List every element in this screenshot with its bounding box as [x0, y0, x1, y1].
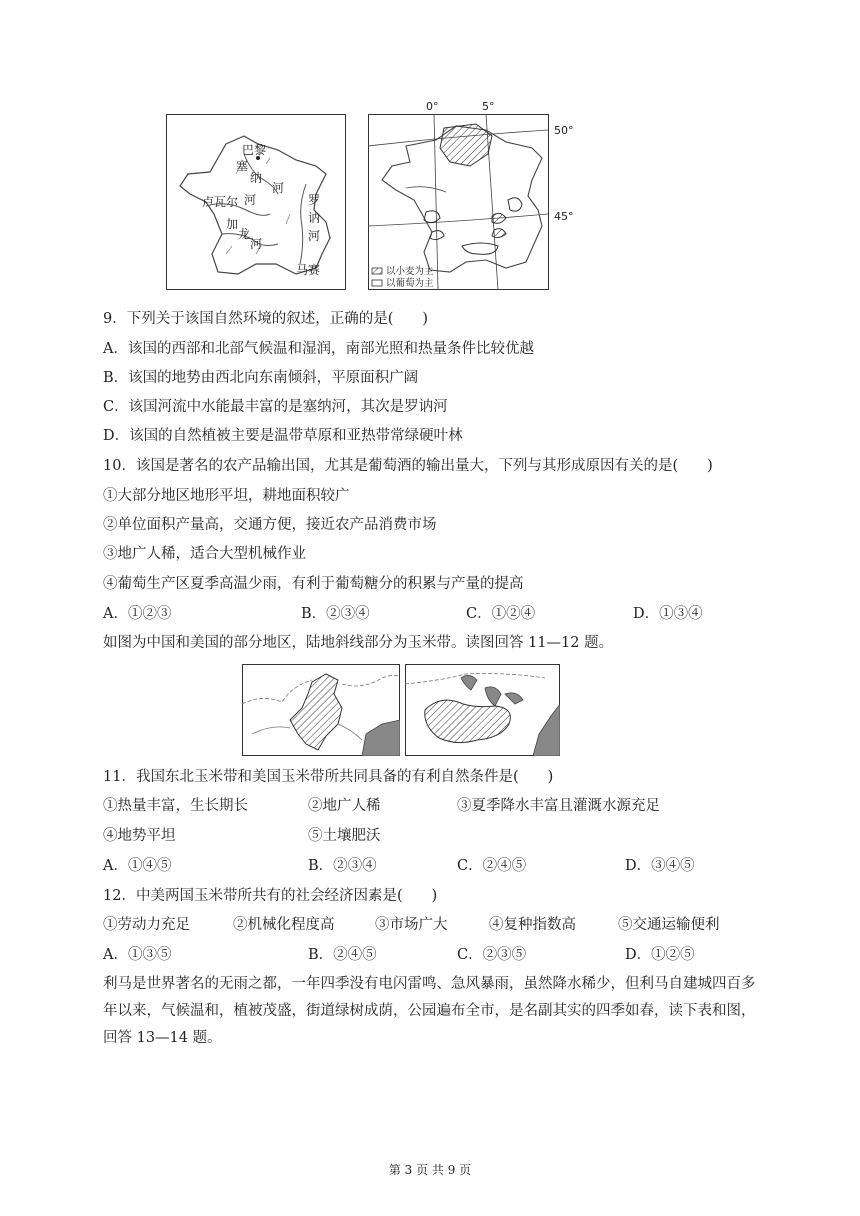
france-rivers-map — [166, 114, 346, 290]
q11-choice-a: A．①④⑤ — [103, 858, 172, 874]
q10-choice-b: B．②③④ — [301, 606, 370, 622]
map2-lat-50: 50° — [554, 124, 574, 137]
map1-label-loire-he: 河 — [244, 193, 257, 207]
q12-item-4: ④复种指数高 — [489, 917, 576, 933]
map1-label-garonne-1: 加 — [226, 217, 239, 231]
q9-option-d: D．该国的自然植被主要是温带草原和亚热带常绿硬叶林 — [103, 428, 463, 444]
q12-items — [103, 915, 743, 935]
q12-item-1: ①劳动力充足 — [103, 917, 190, 933]
q9-option-a: A．该国的西部和北部气候温和湿润，南部光照和热量条件比较优越 — [103, 341, 534, 357]
intro-13-14: 利马是世界著名的无雨之都，一年四季没有电闪雷鸣、急风暴雨，虽然降水稀少，但利马自建城四百多年以来，气候温和，植被茂盛，街道绿树成荫，公园遍布全市，是名副其实的四季如春，读下表和图，回答 13—14 题。 — [103, 976, 756, 1046]
france-agriculture-map — [366, 96, 586, 292]
q12-item-5: ⑤交通运输便利 — [618, 917, 720, 933]
china-corn-belt-map — [242, 664, 400, 756]
map2-lon-0: 0° — [426, 100, 439, 113]
map1-label-paris: 巴黎 — [242, 143, 267, 157]
map2-legend-wheat: 以小麦为主 — [386, 266, 434, 277]
q10-item-1: ①大部分地区地形平坦，耕地面积较广 — [103, 488, 350, 504]
q11-choice-c: C．②④⑤ — [457, 858, 527, 874]
q10-choice-a: A．①②③ — [103, 606, 172, 622]
q10-choice-c: C．①②④ — [466, 606, 536, 622]
map2-lon-5: 5° — [482, 100, 495, 113]
q12-item-2: ②机械化程度高 — [233, 917, 335, 933]
q10-stem: 10．该国是著名的农产品输出国，尤其是葡萄酒的输出量大，下列与其形成原因有关的是( ) — [103, 458, 713, 474]
map1-label-rhone-3: 河 — [308, 229, 321, 243]
page-footer: 第 3 页 共 9 页 — [388, 1163, 472, 1177]
q11-choice-d: D．③④⑤ — [625, 858, 695, 874]
q11-item-1: ①热量丰富，生长期长 — [103, 798, 248, 814]
q12-item-3: ③市场广大 — [375, 917, 448, 933]
map1-label-seine-3: 河 — [272, 181, 285, 195]
q11-item-2: ②地广人稀 — [308, 798, 381, 814]
q11-item-3: ③夏季降水丰富且灌溉水源充足 — [457, 798, 660, 814]
q10-choices — [103, 604, 743, 624]
q12-choice-d: D．①②⑤ — [625, 947, 695, 963]
q9-option-b: B．该国的地势由西北向东南倾斜，平原面积广阔 — [103, 370, 419, 386]
q10-item-3: ③地广人稀，适合大型机械作业 — [103, 546, 306, 562]
q12-choices — [103, 945, 743, 965]
q11-choice-b: B．②③④ — [308, 858, 377, 874]
q11-choices — [103, 856, 743, 876]
q10-item-2: ②单位面积产量高，交通方便，接近农产品消费市场 — [103, 517, 437, 533]
q11-item-4: ④地势平坦 — [103, 828, 176, 844]
q11-stem: 11．我国东北玉米带和美国玉米带所共同具备的有利自然条件是( ) — [103, 769, 554, 785]
map1-label-garonne-2: 龙 — [238, 227, 251, 241]
q11-item-5: ⑤土壤肥沃 — [308, 828, 381, 844]
map2-legend-grape: 以葡萄为主 — [386, 278, 434, 289]
map1-label-loire: 卢瓦尔 — [202, 195, 239, 209]
q12-stem: 12．中美两国玉米带所共有的社会经济因素是( ) — [103, 888, 438, 904]
intro-11-12: 如图为中国和美国的部分地区，陆地斜线部分为玉米带。读图回答 11—12 题。 — [103, 635, 614, 651]
map1-label-seine-2: 纳 — [250, 171, 263, 185]
map1-label-seine-1: 塞 — [236, 159, 249, 173]
q12-choice-a: A．①③⑤ — [103, 947, 172, 963]
map1-label-marseille: 马赛 — [296, 263, 321, 277]
q11-items-row-1 — [103, 796, 743, 816]
q9-stem: 9．下列关于该国自然环境的叙述，正确的是( ) — [103, 311, 429, 327]
q11-items-row-2 — [103, 826, 743, 846]
q12-choice-b: B．②④⑤ — [308, 947, 377, 963]
map2-lat-45: 45° — [554, 210, 574, 223]
q9-option-c: C．该国河流中水能最丰富的是塞纳河，其次是罗讷河 — [103, 399, 448, 415]
map1-label-rhone-1: 罗 — [308, 193, 321, 207]
usa-corn-belt-map — [405, 664, 560, 756]
map1-label-rhone-2: 讷 — [308, 211, 321, 225]
q10-choice-d: D．①③④ — [633, 606, 703, 622]
q10-item-4: ④葡萄生产区夏季高温少雨，有利于葡萄糖分的积累与产量的提高 — [103, 576, 524, 592]
map1-label-garonne-3: 河 — [250, 237, 263, 251]
q12-choice-c: C．②③⑤ — [457, 947, 527, 963]
